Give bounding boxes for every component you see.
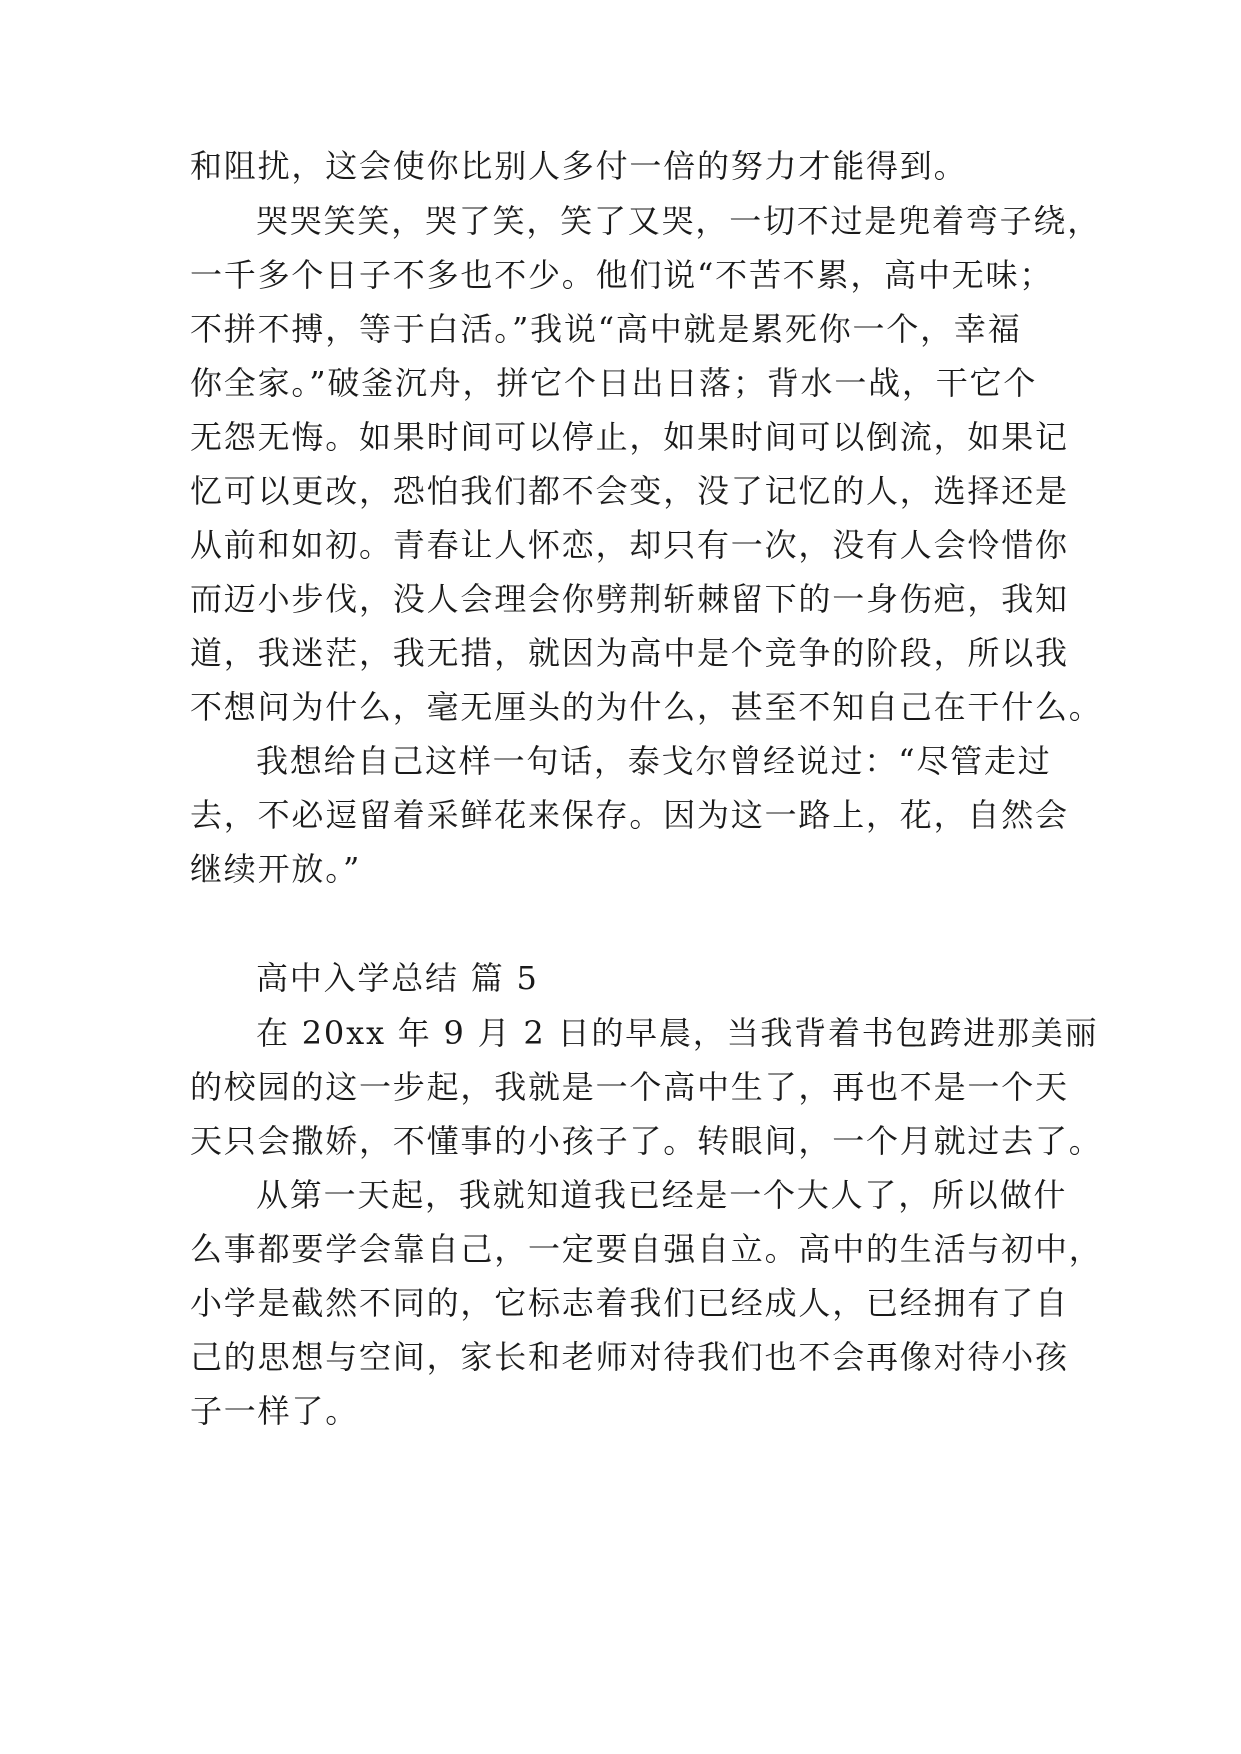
paragraph-first-line: 从第一天起，我就知道我已经是一个大人了，所以做什 — [256, 1176, 1068, 1214]
body-text-line: 道，我迷茫，我无措，就因为高中是个竞争的阶段，所以我 — [190, 634, 1069, 672]
body-text-line: 去，不必逗留着采鲜花来保存。因为这一路上，花，自然会 — [190, 796, 1069, 834]
body-text-line: 和阻扰，这会使你比别人多付一倍的努力才能得到。 — [190, 147, 968, 185]
body-text-line: 从前和如初。青春让人怀恋，却只有一次，没有人会怜惜你 — [190, 526, 1069, 564]
paragraph-first-line: 我想给自己这样一句话，泰戈尔曾经说过：“尽管走过 — [256, 742, 1052, 780]
body-text-line: 你全家。”破釜沉舟，拼它个日出日落；背水一战，干它个 — [190, 364, 1038, 402]
body-text-line: 无怨无悔。如果时间可以停止，如果时间可以倒流，如果记 — [190, 418, 1069, 456]
body-text-line: 么事都要学会靠自己，一定要自强自立。高中的生活与初中， — [190, 1230, 1103, 1268]
body-text-line: 而迈小步伐，没人会理会你劈荆斩棘留下的一身伤疤，我知 — [190, 580, 1069, 618]
section-heading: 高中入学总结 篇 5 — [256, 959, 539, 997]
body-text-line: 不拼不搏，等于白活。”我说“高中就是累死你一个，幸福 — [190, 310, 1022, 348]
body-text-line: 己的思想与空间，家长和老师对待我们也不会再像对待小孩 — [190, 1338, 1069, 1376]
body-text-line: 天只会撒娇，不懂事的小孩子了。转眼间，一个月就过去了。 — [190, 1122, 1103, 1160]
body-text-line: 一千多个日子不多也不少。他们说“不苦不累，高中无味； — [190, 256, 1054, 294]
body-text-line: 忆可以更改，恐怕我们都不会变，没了记忆的人，选择还是 — [190, 472, 1069, 510]
body-text-line: 子一样了。 — [190, 1392, 360, 1430]
body-text-line: 小学是截然不同的，它标志着我们已经成人，已经拥有了自 — [190, 1284, 1069, 1322]
body-text-line: 的校园的这一步起，我就是一个高中生了，再也不是一个天 — [190, 1068, 1069, 1106]
body-text-line: 继续开放。” — [190, 850, 362, 888]
paragraph-first-line: 在 20xx 年 9 月 2 日的早晨，当我背着书包跨进那美丽 — [256, 1014, 1099, 1052]
body-text-line: 不想问为什么，毫无厘头的为什么，甚至不知自己在干什么。 — [190, 688, 1103, 726]
paragraph-first-line: 哭哭笑笑，哭了笑，笑了又哭，一切不过是兜着弯子绕， — [256, 202, 1102, 240]
